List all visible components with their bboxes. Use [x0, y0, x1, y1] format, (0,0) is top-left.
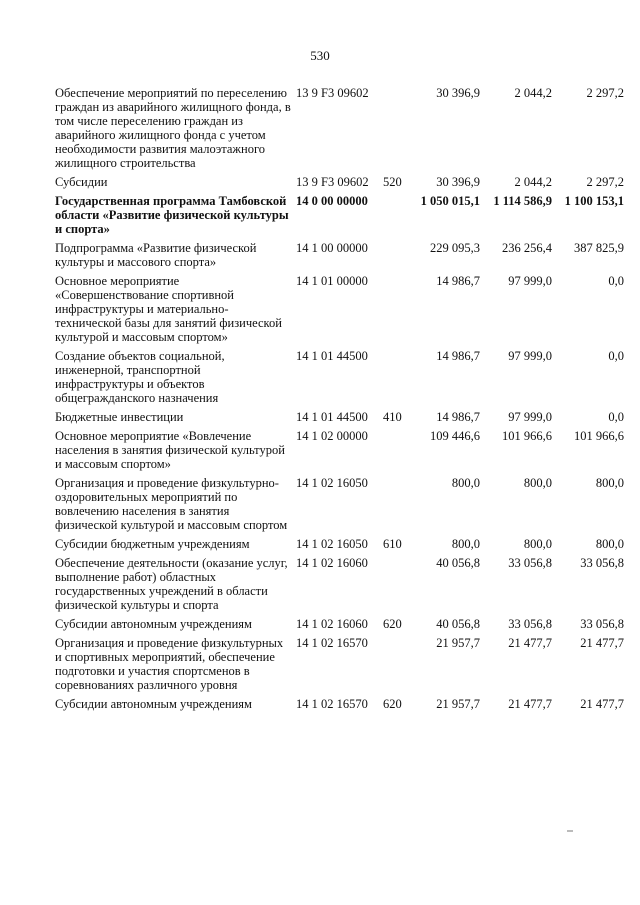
row-value-year1: 40 056,8: [436, 617, 480, 631]
row-value-year3: 21 477,7: [580, 636, 624, 650]
budget-table: [55, 86, 625, 716]
row-name: Создание объектов социальной, инженерной, транспортной инфраструктуры и объектов общегражданского назначения: [55, 349, 225, 405]
row-value-year2: 21 477,7: [508, 697, 552, 711]
table-row: [55, 429, 625, 471]
row-name: Основное мероприятие «Совершенствование спортивной инфраструктуры и материально-технической базы для занятий физической культурой и массовым спортом»: [55, 274, 282, 344]
row-value-year1: 14 986,7: [436, 274, 480, 288]
row-code: 14 1 01 44500: [296, 410, 368, 424]
table-row: [55, 175, 625, 189]
page-number: 530: [310, 48, 330, 63]
table-row: [55, 697, 625, 711]
table-row: [55, 349, 625, 405]
row-value-year2: 33 056,8: [508, 617, 552, 631]
row-expense-type: 410: [383, 410, 402, 424]
table-row: [55, 537, 625, 551]
row-value-year2: 2 044,2: [514, 175, 552, 189]
row-value-year3: 0,0: [608, 274, 624, 288]
row-value-year2: 101 966,6: [502, 429, 552, 443]
row-code: 14 1 01 00000: [296, 274, 368, 288]
row-value-year2: 800,0: [523, 537, 552, 551]
row-value-year2: 236 256,4: [502, 241, 552, 255]
row-value-year1: 40 056,8: [436, 556, 480, 570]
row-value-year3: 101 966,6: [574, 429, 624, 443]
row-value-year1: 14 986,7: [436, 349, 480, 363]
row-value-year3: 33 056,8: [580, 556, 624, 570]
row-value-year2: 97 999,0: [508, 349, 552, 363]
row-value-year1: 30 396,9: [436, 86, 480, 100]
row-name: Обеспечение деятельности (оказание услуг, выполнение работ) областных государственных учреждений в области физической культуры и спорта: [55, 556, 288, 612]
row-code: 14 1 02 16050: [296, 476, 368, 490]
row-value-year1: 1 050 015,1: [420, 194, 480, 208]
row-value-year3: 800,0: [595, 537, 624, 551]
row-value-year2: 1 114 586,9: [493, 194, 552, 208]
row-value-year2: 800,0: [523, 476, 552, 490]
row-value-year3: 0,0: [608, 349, 624, 363]
row-name: Субсидии бюджетным учреждениям: [55, 537, 250, 551]
row-value-year1: 21 957,7: [436, 636, 480, 650]
row-code: 13 9 F3 09602: [296, 175, 369, 189]
row-value-year1: 800,0: [451, 537, 480, 551]
row-value-year2: 2 044,2: [514, 86, 552, 100]
scan-speck: [567, 830, 573, 832]
row-value-year3: 800,0: [595, 476, 624, 490]
row-value-year2: 97 999,0: [508, 274, 552, 288]
row-name: Обеспечение мероприятий по переселению граждан из аварийного жилищного фонда, в том числе переселению граждан из аварийного жилищного фонда с учетом необходимости развития малоэтажного жилищного строительства: [55, 86, 291, 170]
table-row: [55, 410, 625, 424]
row-name: Организация и проведение физкультурных и спортивных мероприятий, обеспечение подготовки и участия спортсменов в соревнованиях различного уровня: [55, 636, 284, 692]
row-value-year2: 97 999,0: [508, 410, 552, 424]
row-code: 14 1 02 16060: [296, 617, 368, 631]
row-code: 14 0 00 00000: [296, 194, 368, 208]
row-code: 14 1 02 00000: [296, 429, 368, 443]
row-value-year3: 2 297,2: [586, 175, 624, 189]
row-value-year1: 109 446,6: [430, 429, 480, 443]
row-expense-type: 610: [383, 537, 402, 551]
row-name: Субсидии автономным учреждениям: [55, 697, 252, 711]
row-value-year2: 21 477,7: [508, 636, 552, 650]
row-code: 14 1 00 00000: [296, 241, 368, 255]
row-value-year3: 33 056,8: [580, 617, 624, 631]
row-code: 14 1 02 16570: [296, 636, 368, 650]
row-name: Основное мероприятие «Вовлечение населения в занятия физической культурой и массовым спортом»: [55, 429, 285, 471]
table-row: [55, 617, 625, 631]
row-code: 13 9 F3 09602: [296, 86, 369, 100]
row-name: Бюджетные инвестиции: [55, 410, 184, 424]
table-row: [55, 636, 625, 692]
table-row: [55, 194, 625, 236]
row-name: Организация и проведение физкультурно-оздоровительных мероприятий по вовлечению населения в занятия физической культурой и массовым спортом: [55, 476, 288, 532]
row-value-year1: 30 396,9: [436, 175, 480, 189]
table-row: [55, 274, 625, 344]
row-expense-type: 520: [383, 175, 402, 189]
row-value-year3: 21 477,7: [580, 697, 624, 711]
row-value-year1: 229 095,3: [430, 241, 480, 255]
row-name: Субсидии автономным учреждениям: [55, 617, 252, 631]
row-expense-type: 620: [383, 617, 402, 631]
row-value-year3: 0,0: [608, 410, 624, 424]
table-row: [55, 241, 625, 269]
row-name: Субсидии: [55, 175, 108, 189]
row-value-year3: 2 297,2: [586, 86, 624, 100]
table-row: [55, 86, 625, 170]
table-row: [55, 556, 625, 612]
row-value-year1: 800,0: [451, 476, 480, 490]
row-value-year2: 33 056,8: [508, 556, 552, 570]
row-code: 14 1 02 16570: [296, 697, 368, 711]
row-code: 14 1 01 44500: [296, 349, 368, 363]
row-code: 14 1 02 16060: [296, 556, 368, 570]
row-value-year3: 1 100 153,1: [564, 194, 624, 208]
row-value-year1: 14 986,7: [436, 410, 480, 424]
row-name: Подпрограмма «Развитие физической культуры и массового спорта»: [55, 241, 257, 269]
row-name: Государственная программа Тамбовской области «Развитие физической культуры и спорта»: [55, 194, 289, 236]
row-value-year1: 21 957,7: [436, 697, 480, 711]
table-row: [55, 476, 625, 532]
row-code: 14 1 02 16050: [296, 537, 368, 551]
row-value-year3: 387 825,9: [574, 241, 624, 255]
row-expense-type: 620: [383, 697, 402, 711]
